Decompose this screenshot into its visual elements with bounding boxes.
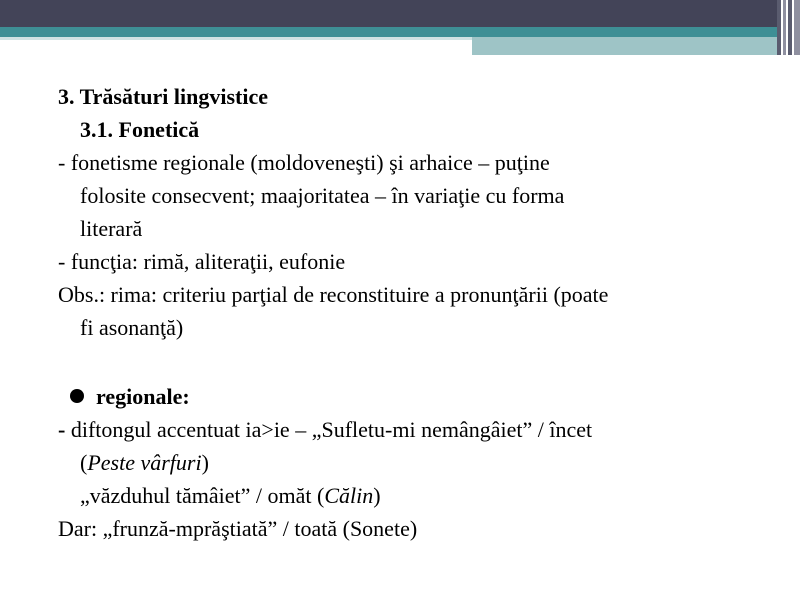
- diphthong-line: [58, 413, 758, 446]
- diphthong-source: Peste vârfuri: [87, 450, 202, 475]
- stripe-1: [777, 0, 781, 55]
- header-band-dark: [0, 0, 777, 27]
- diphthong-source-line: [58, 446, 758, 479]
- para2: - funcţia: rimă, aliteraţii, eufonie: [58, 249, 346, 274]
- spacer: [58, 344, 758, 380]
- stripe-4: [794, 0, 800, 55]
- stripe-2: [783, 0, 786, 55]
- header-band-thin: [0, 37, 472, 40]
- diphthong-text: diftongul accentuat ia>ie – „Sufletu-mi nemângâiet” / încet: [65, 417, 593, 442]
- obs-line2: fi asonanţă): [80, 315, 184, 340]
- paren-open: (: [80, 450, 88, 475]
- header-band-light: [472, 37, 777, 55]
- bullet-icon: [70, 389, 84, 403]
- section-heading: 3. Trăsături lingvistice: [58, 84, 269, 109]
- para1-line3: literară: [80, 216, 143, 241]
- para1-line2: folosite consecvent; maajoritatea – în variaţie cu forma: [80, 183, 565, 208]
- slide-content: [58, 80, 758, 545]
- diphthong-dash: -: [58, 417, 66, 442]
- paren-close: ): [201, 450, 209, 475]
- para1-line1: - fonetisme regionale (moldoveneşti) şi arhaice – puţine: [58, 150, 550, 175]
- subsection-heading: 3.1. Fonetică: [80, 117, 200, 142]
- example2-text: „văzduhul tămâiet” / omăt (: [80, 483, 325, 508]
- bullet-item: [58, 380, 758, 413]
- bullet-label: regionale:: [96, 384, 190, 409]
- stripe-3: [788, 0, 792, 55]
- example2-line: [58, 479, 758, 512]
- header-band-teal: [0, 27, 777, 37]
- example2-close: ): [373, 483, 381, 508]
- example2-source: Călin: [324, 483, 374, 508]
- dar-line: Dar: „frunză-mprăştiată” / toată (Sonete): [58, 516, 418, 541]
- obs-line1: Obs.: rima: criteriu parţial de reconstituire a pronunţării (poate: [58, 282, 609, 307]
